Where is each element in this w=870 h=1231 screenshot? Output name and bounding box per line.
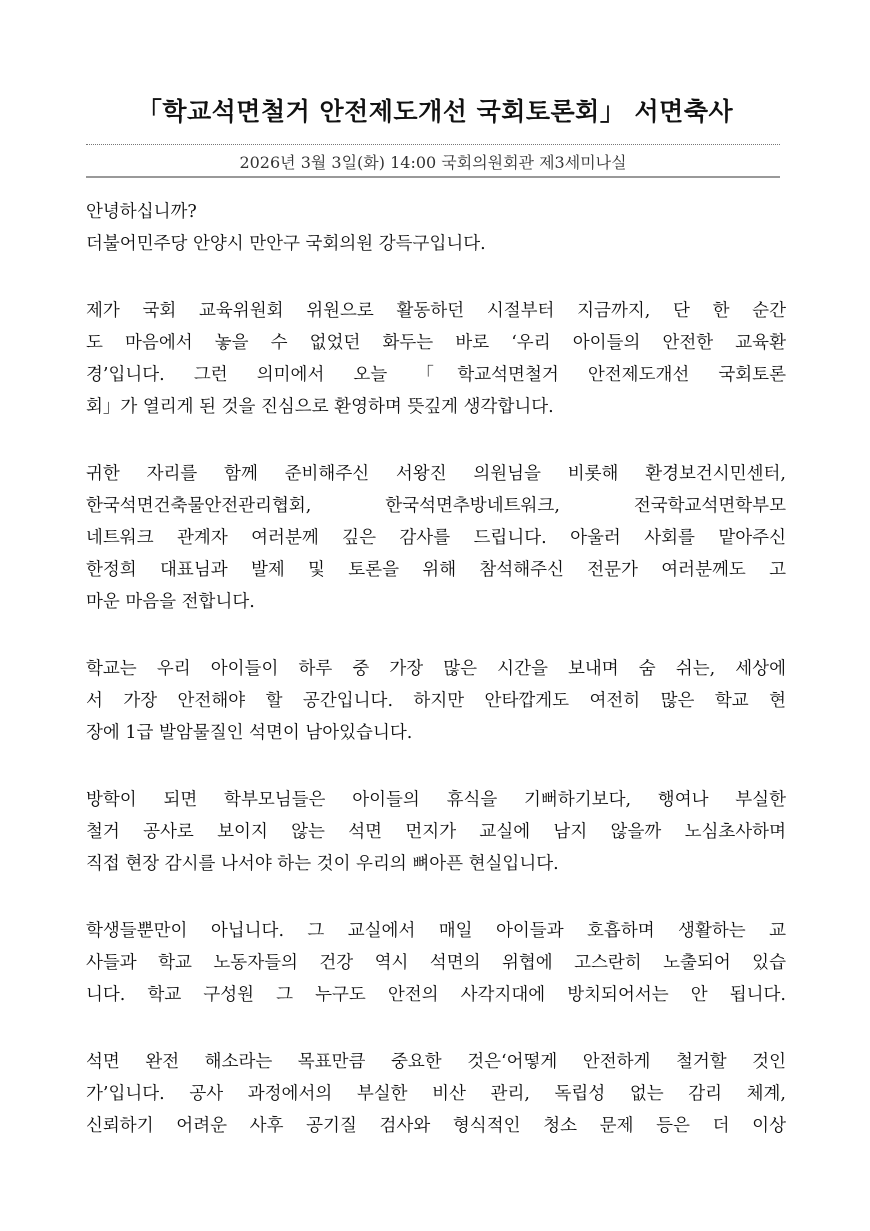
text-line: 석면 완전 해소라는 목표만큼 중요한 것은‘어떻게 안전하게 철거할 것인 (86, 1052, 786, 1072)
text-line: 학교는 우리 아이들이 하루 중 가장 많은 시간을 보내며 숨 쉬는, 세상에 (86, 659, 786, 679)
text-line: 안녕하십니까? (86, 202, 197, 222)
document-body (86, 196, 786, 1142)
text-line: 서 가장 안전해야 할 공간입니다. 하지만 안타깝게도 여전히 많은 학교 현 (86, 691, 786, 711)
paragraph (86, 1046, 786, 1142)
paragraph (86, 458, 786, 618)
paragraph (86, 784, 786, 880)
text-line: 도 마음에서 놓을 수 없었던 화두는 바로 ‘우리 아이들의 안전한 교육환 (86, 333, 786, 353)
paragraph-gap (86, 1011, 786, 1046)
text-line: 방학이 되면 학부모님들은 아이들의 휴식을 기뻐하기보다, 행여나 부실한 (86, 790, 786, 810)
text-line: 니다. 학교 구성원 그 누구도 안전의 사각지대에 방치되어서는 안 됩니다. (86, 985, 786, 1005)
document-title: 「학교석면철거 안전제도개선 국회토론회」 서면축사 (136, 97, 734, 126)
text-line: 학생들뿐만이 아닙니다. 그 교실에서 매일 아이들과 호흡하며 생활하는 교 (86, 921, 786, 941)
paragraph-gap (86, 880, 786, 915)
text-line: 회」가 열리게 된 것을 진심으로 환영하며 뜻깊게 생각합니다. (86, 397, 554, 417)
text-line: 가’입니다. 공사 과정에서의 부실한 비산 관리, 독립성 없는 감리 체계, (86, 1084, 786, 1104)
text-line: 철거 공사로 보이지 않는 석면 먼지가 교실에 남지 않을까 노심초사하며 (86, 822, 786, 842)
header-divider (86, 176, 780, 178)
text-line: 경’입니다. 그런 의미에서 오늘 「학교석면철거 안전제도개선 국회토론 (86, 365, 786, 385)
paragraph (86, 915, 786, 1011)
text-line: 네트워크 관계자 여러분께 깊은 감사를 드립니다. 아울러 사회를 맡아주신 (86, 528, 786, 548)
text-line: 한국석면건축물안전관리협회, 한국석면추방네트워크, 전국학교석면학부모 (86, 496, 786, 516)
text-line: 사들과 학교 노동자들의 건강 역시 석면의 위협에 고스란히 노출되어 있습 (86, 953, 786, 973)
paragraph-gap (86, 423, 786, 458)
text-line: 신뢰하기 어려운 사후 공기질 검사와 형식적인 청소 문제 등은 더 이상 (86, 1116, 786, 1136)
text-line: 한정희 대표님과 발제 및 토론을 위해 참석해주신 전문가 여러분께도 고 (86, 560, 786, 580)
paragraph (86, 295, 786, 423)
paragraph (86, 196, 786, 260)
paragraph-gap (86, 749, 786, 784)
text-line: 장에 1급 발암물질인 석면이 남아있습니다. (86, 723, 413, 743)
title-dotted-divider (86, 144, 780, 145)
event-info: 2026년 3월 3일(화) 14:00 국회의원회관 제3세미나실 (239, 153, 627, 172)
text-line: 더불어민주당 안양시 만안구 국회의원 강득구입니다. (86, 234, 486, 254)
text-line: 귀한 자리를 함께 준비해주신 서왕진 의원님을 비롯해 환경보건시민센터, (86, 464, 786, 484)
text-line: 마운 마음을 전합니다. (86, 592, 255, 612)
text-line: 제가 국회 교육위원회 위원으로 활동하던 시절부터 지금까지, 단 한 순간 (86, 301, 786, 321)
paragraph-gap (86, 618, 786, 653)
paragraph-gap (86, 260, 786, 295)
text-line: 직접 현장 감시를 나서야 하는 것이 우리의 뼈아픈 현실입니다. (86, 854, 559, 874)
paragraph (86, 653, 786, 749)
